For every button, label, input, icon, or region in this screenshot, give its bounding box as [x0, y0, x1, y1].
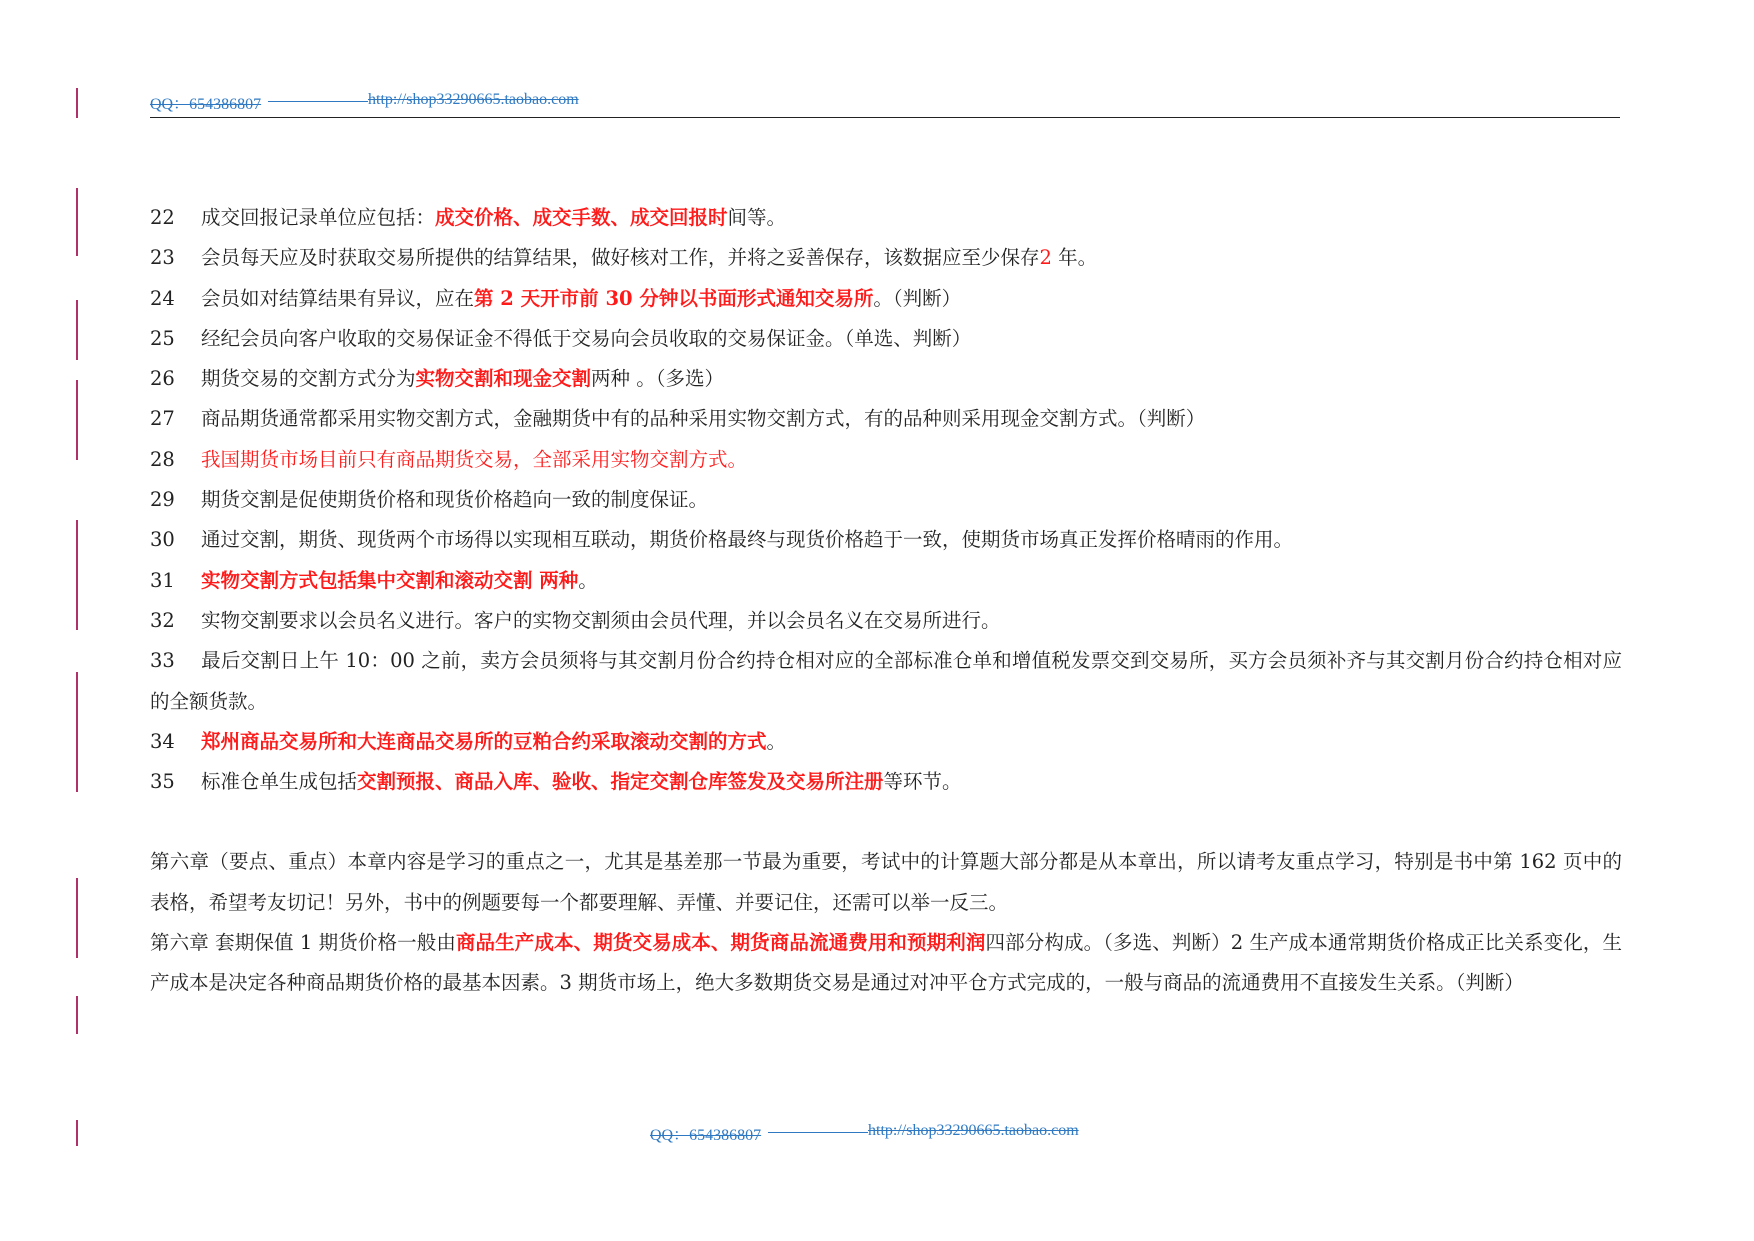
list-item-29 — [150, 480, 1622, 520]
item-text: 。（判断） — [873, 286, 962, 310]
list-item-23 — [150, 238, 1622, 278]
item-text: 实物交割要求以会员名义进行。客户的实物交割须由会员代理，并以会员名义在交易所进行。 — [201, 608, 1001, 632]
list-item-28 — [150, 440, 1622, 480]
item-number: 35 — [150, 770, 175, 794]
item-text: 通过交割，期货、现货两个市场得以实现相互联动，期货价格最终与现货价格趋于一致，使期货市场真正发挥价格晴雨的作用。 — [201, 528, 1294, 552]
item-number: 24 — [150, 286, 175, 310]
item-number: 34 — [150, 729, 175, 753]
item-text: 等环节。 — [883, 770, 962, 794]
margin-mark — [76, 878, 78, 958]
item-number: 27 — [150, 407, 175, 431]
item-text: 最后交割日上午 10：00 之前，卖方会员须将与其交割月份合约持仓相对应的全部标准仓单和增值税发票交到交易所，买方会员须补齐与其交割月份合约持仓相对应的全额货款。 — [150, 649, 1622, 713]
chapter-body-highlight: 商品生产成本、期货交易成本、期货商品流通费用和预期利润 — [455, 931, 986, 955]
list-item-31 — [150, 561, 1622, 601]
margin-mark — [76, 88, 78, 118]
item-number: 22 — [150, 206, 175, 229]
item-text: 期货交割是促使期货价格和现货价格趋向一致的制度保证。 — [201, 488, 709, 512]
header-url-link[interactable]: http://shop33290665.taobao.com — [368, 91, 579, 108]
item-number: 33 — [150, 649, 175, 673]
list-item-27 — [150, 399, 1622, 439]
list-item-34 — [150, 722, 1622, 762]
list-item-30 — [150, 520, 1622, 560]
margin-mark — [76, 520, 78, 630]
item-text: 间等。 — [727, 206, 787, 229]
item-highlight: 实物交割方式包括集中交割和滚动交割 两种 — [201, 568, 579, 592]
item-number: 30 — [150, 528, 175, 552]
header-divider — [268, 101, 368, 102]
list-item-25 — [150, 319, 1622, 359]
chapter-body-text: 第六章 套期保值 1 期货价格一般由 — [150, 931, 456, 955]
chapter-note: 第六章（要点、重点）本章内容是学习的重点之一，尤其是基差那一节最为重要，考试中的计算题大部分都是从本章出，所以请考友重点学习，特别是书中第 162 页中的表格，希望考友切记！另外，书中的例题要每一个都要理解、弄懂、并要记住，还需可以举一反三。 — [150, 850, 1622, 914]
margin-mark — [76, 672, 78, 792]
margin-mark — [76, 380, 78, 460]
item-text: 我国期货市场目前只有商品期货交易，全部采用实物交割方式。 — [201, 447, 748, 471]
section-spacer — [150, 802, 1622, 842]
list-item-32 — [150, 601, 1622, 641]
footer-qq: QQ：654386807 — [650, 1127, 762, 1144]
page-footer — [650, 1122, 1120, 1146]
document-body — [150, 198, 1622, 1004]
item-number: 23 — [150, 246, 175, 270]
margin-mark — [76, 188, 78, 256]
list-item-24 — [150, 279, 1622, 319]
item-text: 会员每天应及时获取交易所提供的结算结果，做好核对工作，并将之妥善保存，该数据应至少保存 — [201, 246, 1040, 270]
page-header — [150, 89, 1620, 118]
margin-mark — [76, 996, 78, 1034]
item-number: 29 — [150, 488, 175, 512]
item-highlight: 2 — [1039, 246, 1052, 270]
list-item-33 — [150, 641, 1622, 722]
item-text: 两种 。（多选） — [591, 367, 724, 391]
list-item-26 — [150, 359, 1622, 399]
margin-mark — [76, 300, 78, 360]
header-qq: QQ：654386807 — [150, 96, 262, 113]
item-number: 26 — [150, 367, 175, 391]
item-number: 28 — [150, 447, 175, 471]
item-text: 会员如对结算结果有异议，应在 — [201, 286, 475, 310]
item-number: 31 — [150, 568, 175, 592]
item-highlight: 成交价格、成交手数、成交回报时 — [435, 206, 728, 229]
chapter-body-text: 四部分构成。（多选、判断）2 生产成本通常期货价格成正比关系变化，生产成本是决定各种商品期货价格的最基本因素。3 期货市场上，绝大多数期货交易是通过对冲平仓方式完成的，一般与商品的流通费用不直接发生关系。（判断） — [150, 931, 1622, 995]
margin-mark — [76, 1120, 78, 1146]
item-highlight: 郑州商品交易所和大连商品交易所的豆粕合约采取滚动交割的方式 — [201, 729, 767, 753]
item-number: 25 — [150, 326, 175, 350]
item-text: 成交回报记录单位应包括： — [201, 206, 436, 229]
item-text: 商品期货通常都采用实物交割方式，金融期货中有的品种采用实物交割方式，有的品种则采用现金交割方式。（判断） — [201, 407, 1206, 431]
item-text: 期货交易的交割方式分为 — [201, 367, 416, 391]
item-highlight: 实物交割和现金交割 — [415, 367, 592, 391]
item-text: 。 — [766, 729, 787, 753]
item-text: 。 — [578, 568, 598, 592]
item-number: 32 — [150, 608, 175, 632]
chapter-body — [150, 923, 1622, 1004]
item-text: 年。 — [1051, 246, 1098, 270]
footer-divider — [768, 1132, 868, 1133]
footer-url-link[interactable]: http://shop33290665.taobao.com — [868, 1122, 1079, 1139]
list-item-22 — [150, 198, 1622, 238]
list-item-35 — [150, 762, 1622, 802]
item-text: 标准仓单生成包括 — [201, 770, 358, 794]
item-text: 经纪会员向客户收取的交易保证金不得低于交易向会员收取的交易保证金。（单选、判断） — [201, 326, 972, 350]
item-highlight: 第 2 天开市前 30 分钟以书面形式通知交易所 — [474, 286, 874, 310]
item-highlight: 交割预报、商品入库、验收、指定交割仓库签发及交易所注册 — [357, 770, 884, 794]
